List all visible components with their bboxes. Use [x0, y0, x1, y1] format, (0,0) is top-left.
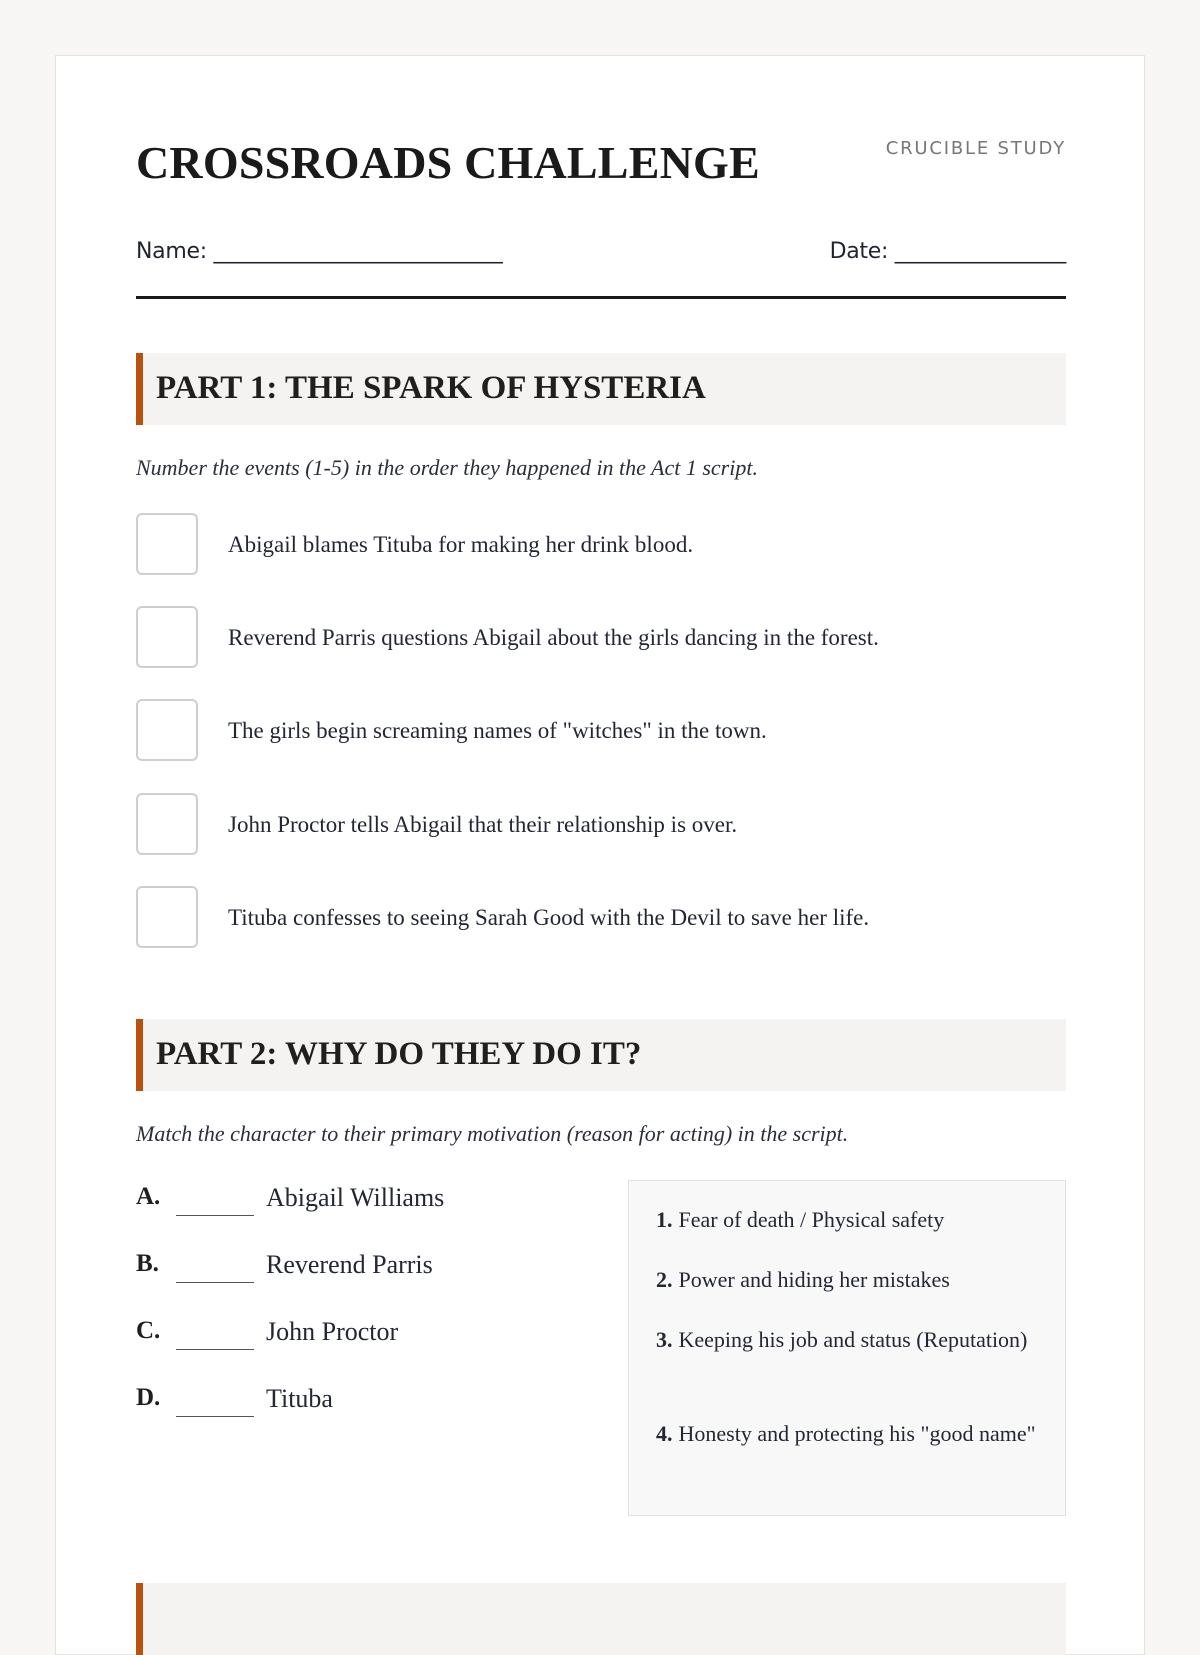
- character-letter: D.: [136, 1384, 161, 1411]
- motivations-box: [628, 1180, 1066, 1516]
- worksheet-page: [55, 55, 1145, 1655]
- character-name: Reverend Parris: [266, 1250, 433, 1279]
- motivation-number: 1.: [656, 1207, 673, 1232]
- event-text: John Proctor tells Abigail that their relationship is over.: [228, 812, 738, 837]
- motivation-number: 2.: [656, 1267, 673, 1292]
- order-number-box[interactable]: [136, 513, 198, 575]
- header-divider: [136, 296, 1066, 299]
- date-field[interactable]: Date: ________________: [829, 239, 1066, 264]
- event-text: Tituba confesses to seeing Sarah Good with the Devil to save her life.: [228, 905, 870, 930]
- event-item: [136, 606, 1066, 672]
- character-letter: A.: [136, 1183, 161, 1210]
- part3-header: [136, 1583, 1066, 1655]
- motivation-text: Fear of death / Physical safety: [678, 1207, 945, 1232]
- worksheet-title: CROSSROADS CHALLENGE: [136, 137, 760, 188]
- motivation-number: 4.: [656, 1421, 673, 1446]
- motivation-number: 3.: [656, 1327, 673, 1352]
- part1-heading: PART 1: THE SPARK OF HYSTERIA: [156, 370, 706, 406]
- order-number-box[interactable]: [136, 699, 198, 761]
- motivation-item: [656, 1263, 1046, 1297]
- match-row: [136, 1381, 596, 1421]
- event-item: [136, 886, 1066, 952]
- match-row: [136, 1314, 596, 1354]
- motivation-text: Honesty and protecting his "good name": [678, 1421, 1036, 1446]
- part1-instruction: Number the events (1-5) in the order they happened in the Act 1 script.: [136, 455, 758, 480]
- event-text: Abigail blames Tituba for making her drink blood.: [228, 532, 694, 557]
- answer-blank[interactable]: [176, 1416, 254, 1417]
- character-letter: C.: [136, 1317, 161, 1344]
- answer-blank[interactable]: [176, 1349, 254, 1350]
- motivation-item: [656, 1323, 1046, 1357]
- motivation-item: [656, 1417, 1046, 1451]
- name-field[interactable]: Name: ___________________________: [136, 239, 503, 264]
- answer-blank[interactable]: [176, 1282, 254, 1283]
- character-name: Abigail Williams: [266, 1183, 445, 1212]
- order-number-box[interactable]: [136, 793, 198, 855]
- character-name: Tituba: [266, 1384, 333, 1413]
- match-row: [136, 1180, 596, 1220]
- event-text: Reverend Parris questions Abigail about the girls dancing in the forest.: [228, 625, 879, 650]
- event-item: [136, 513, 1066, 579]
- part2-heading: PART 2: WHY DO THEY DO IT?: [156, 1036, 642, 1072]
- part1-header: [136, 353, 1066, 425]
- motivation-text: Power and hiding her mistakes: [678, 1267, 950, 1292]
- event-text: The girls begin screaming names of "witches" in the town.: [228, 718, 767, 743]
- part2-header: [136, 1019, 1066, 1091]
- character-letter: B.: [136, 1250, 159, 1277]
- order-number-box[interactable]: [136, 606, 198, 668]
- match-row: [136, 1247, 596, 1287]
- event-item: [136, 793, 1066, 859]
- motivation-text: Keeping his job and status (Reputation): [678, 1327, 1028, 1352]
- answer-blank[interactable]: [176, 1215, 254, 1216]
- event-item: [136, 699, 1066, 765]
- motivation-item: [656, 1203, 1046, 1237]
- subject-tag: CRUCIBLE STUDY: [885, 138, 1066, 159]
- character-name: John Proctor: [266, 1317, 399, 1346]
- part2-instruction: Match the character to their primary motivation (reason for acting) in the script.: [136, 1121, 849, 1146]
- order-number-box[interactable]: [136, 886, 198, 948]
